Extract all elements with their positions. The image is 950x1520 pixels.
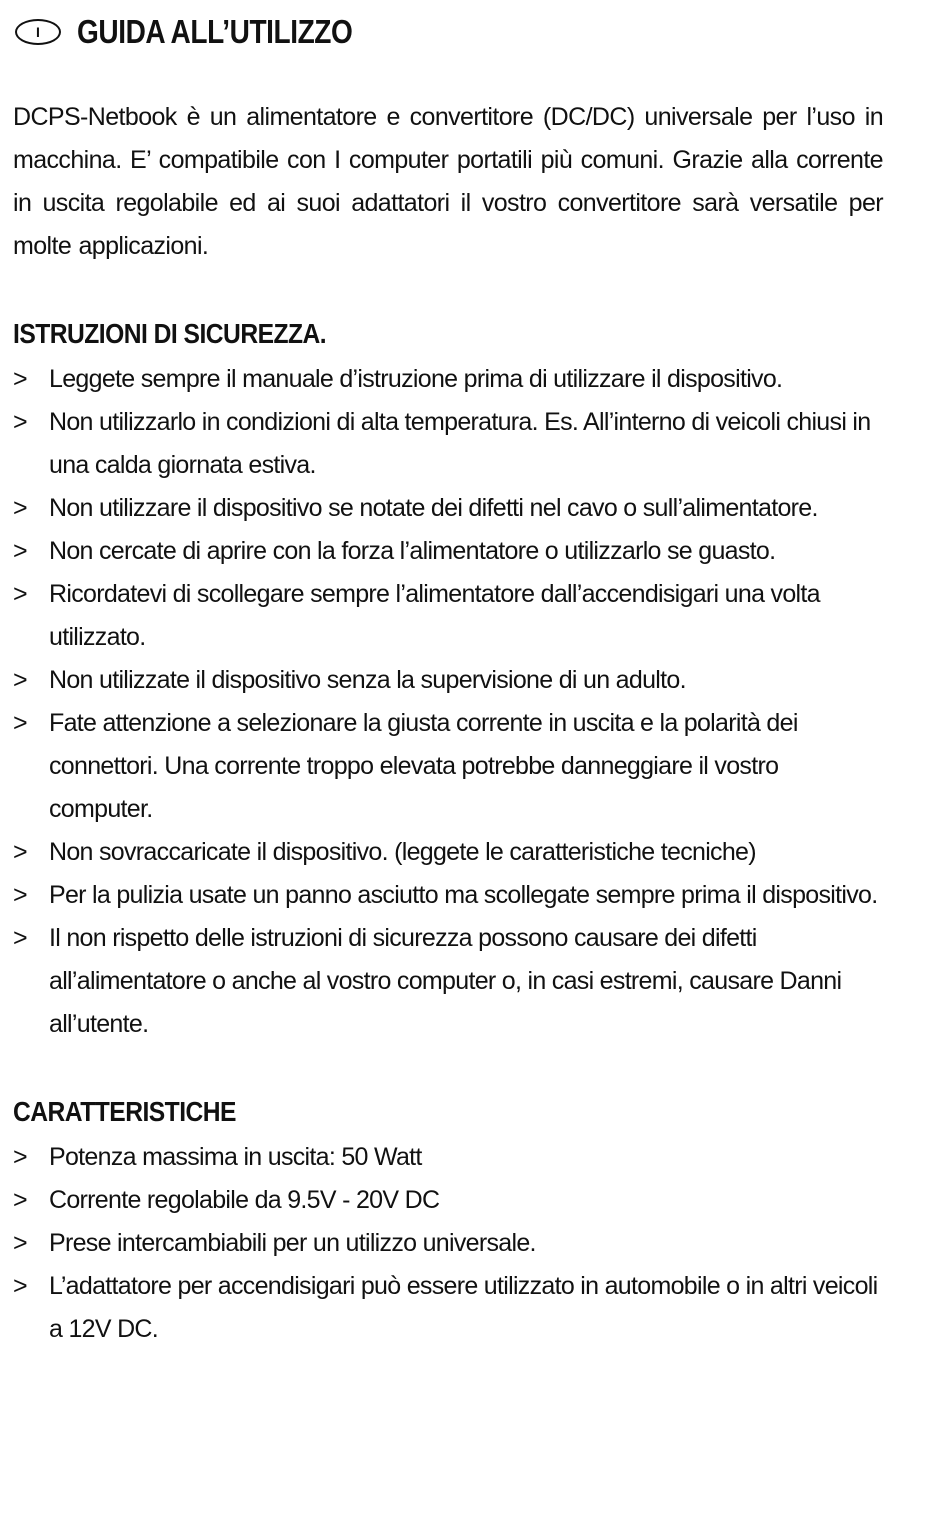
list-item-text: Il non rispetto delle istruzioni di sicurezza possono causare dei difetti all’alimentatore o anche al vostro computer o, in casi estremi, causare Danni all’utente. [49, 924, 842, 1038]
list-item-text: Per la pulizia usate un panno asciutto ma scollegate sempre prima il dispositivo. [49, 881, 878, 909]
bullet-marker: > [13, 924, 27, 952]
bullet-marker: > [13, 580, 27, 608]
bullet-marker: > [13, 1186, 27, 1214]
intro-paragraph: DCPS-Netbook è un alimentatore e convertitore (DC/DC) universale per l’uso in macchina. E’ compatibile con I computer portatili più comuni. Grazie alla corrente in uscita regolabile ed ai suoi adattatori il vostro convertitore sarà versatile per molte applicazioni. [13, 103, 883, 260]
list-item [13, 358, 883, 401]
features-list [13, 1136, 883, 1351]
list-item-text: Non cercate di aprire con la forza l’alimentatore o utilizzarlo se guasto. [49, 537, 776, 565]
list-item [13, 1179, 883, 1222]
list-item [13, 831, 883, 874]
list-item [13, 1265, 883, 1351]
bullet-marker: > [13, 838, 27, 866]
list-item-text: Non utilizzare il dispositivo se notate dei difetti nel cavo o sull’alimentatore. [49, 494, 818, 522]
list-item [13, 659, 883, 702]
manual-page [13, 12, 883, 1351]
list-item-text: Corrente regolabile da 9.5V - 20V DC [49, 1186, 440, 1214]
list-item-text: Ricordatevi di scollegare sempre l’alimentatore dall’accendisigari una volta utilizzato. [49, 580, 820, 651]
list-item-text: Non sovraccaricate il dispositivo. (leggete le caratteristiche tecniche) [49, 838, 756, 866]
language-badge: I [15, 19, 61, 45]
bullet-marker: > [13, 881, 27, 909]
bullet-marker: > [13, 365, 27, 393]
bullet-marker: > [13, 709, 27, 737]
features-heading: CARATTERISTICHE [13, 1096, 236, 1127]
list-item-text: Potenza massima in uscita: 50 Watt [49, 1143, 422, 1171]
list-item-text: Non utilizzate il dispositivo senza la supervisione di un adulto. [49, 666, 686, 694]
list-item-text: L’adattatore per accendisigari può essere utilizzato in automobile o in altri veicoli a 12V DC. [49, 1272, 878, 1343]
bullet-marker: > [13, 1272, 27, 1300]
list-item-text: Prese intercambiabili per un utilizzo universale. [49, 1229, 536, 1257]
list-item [13, 401, 883, 487]
list-item [13, 702, 883, 831]
bullet-marker: > [13, 408, 27, 436]
bullet-marker: > [13, 1143, 27, 1171]
safety-heading: ISTRUZIONI DI SICUREZZA. [13, 318, 327, 349]
list-item [13, 874, 883, 917]
page-title: GUIDA ALL’UTILIZZO [77, 13, 353, 50]
list-item [13, 573, 883, 659]
list-item [13, 487, 883, 530]
bullet-marker: > [13, 666, 27, 694]
safety-list [13, 358, 883, 1046]
list-item [13, 1222, 883, 1265]
page-header [13, 12, 883, 52]
list-item [13, 1136, 883, 1179]
list-item [13, 530, 883, 573]
list-item-text: Fate attenzione a selezionare la giusta corrente in uscita e la polarità dei connettori. Una corrente troppo elevata potrebbe danneggiare il vostro computer. [49, 709, 798, 823]
bullet-marker: > [13, 1229, 27, 1257]
bullet-marker: > [13, 494, 27, 522]
bullet-marker: > [13, 537, 27, 565]
list-item-text: Leggete sempre il manuale d’istruzione prima di utilizzare il dispositivo. [49, 365, 783, 393]
list-item-text: Non utilizzarlo in condizioni di alta temperatura. Es. All’interno di veicoli chiusi in una calda giornata estiva. [49, 408, 871, 479]
list-item [13, 917, 883, 1046]
